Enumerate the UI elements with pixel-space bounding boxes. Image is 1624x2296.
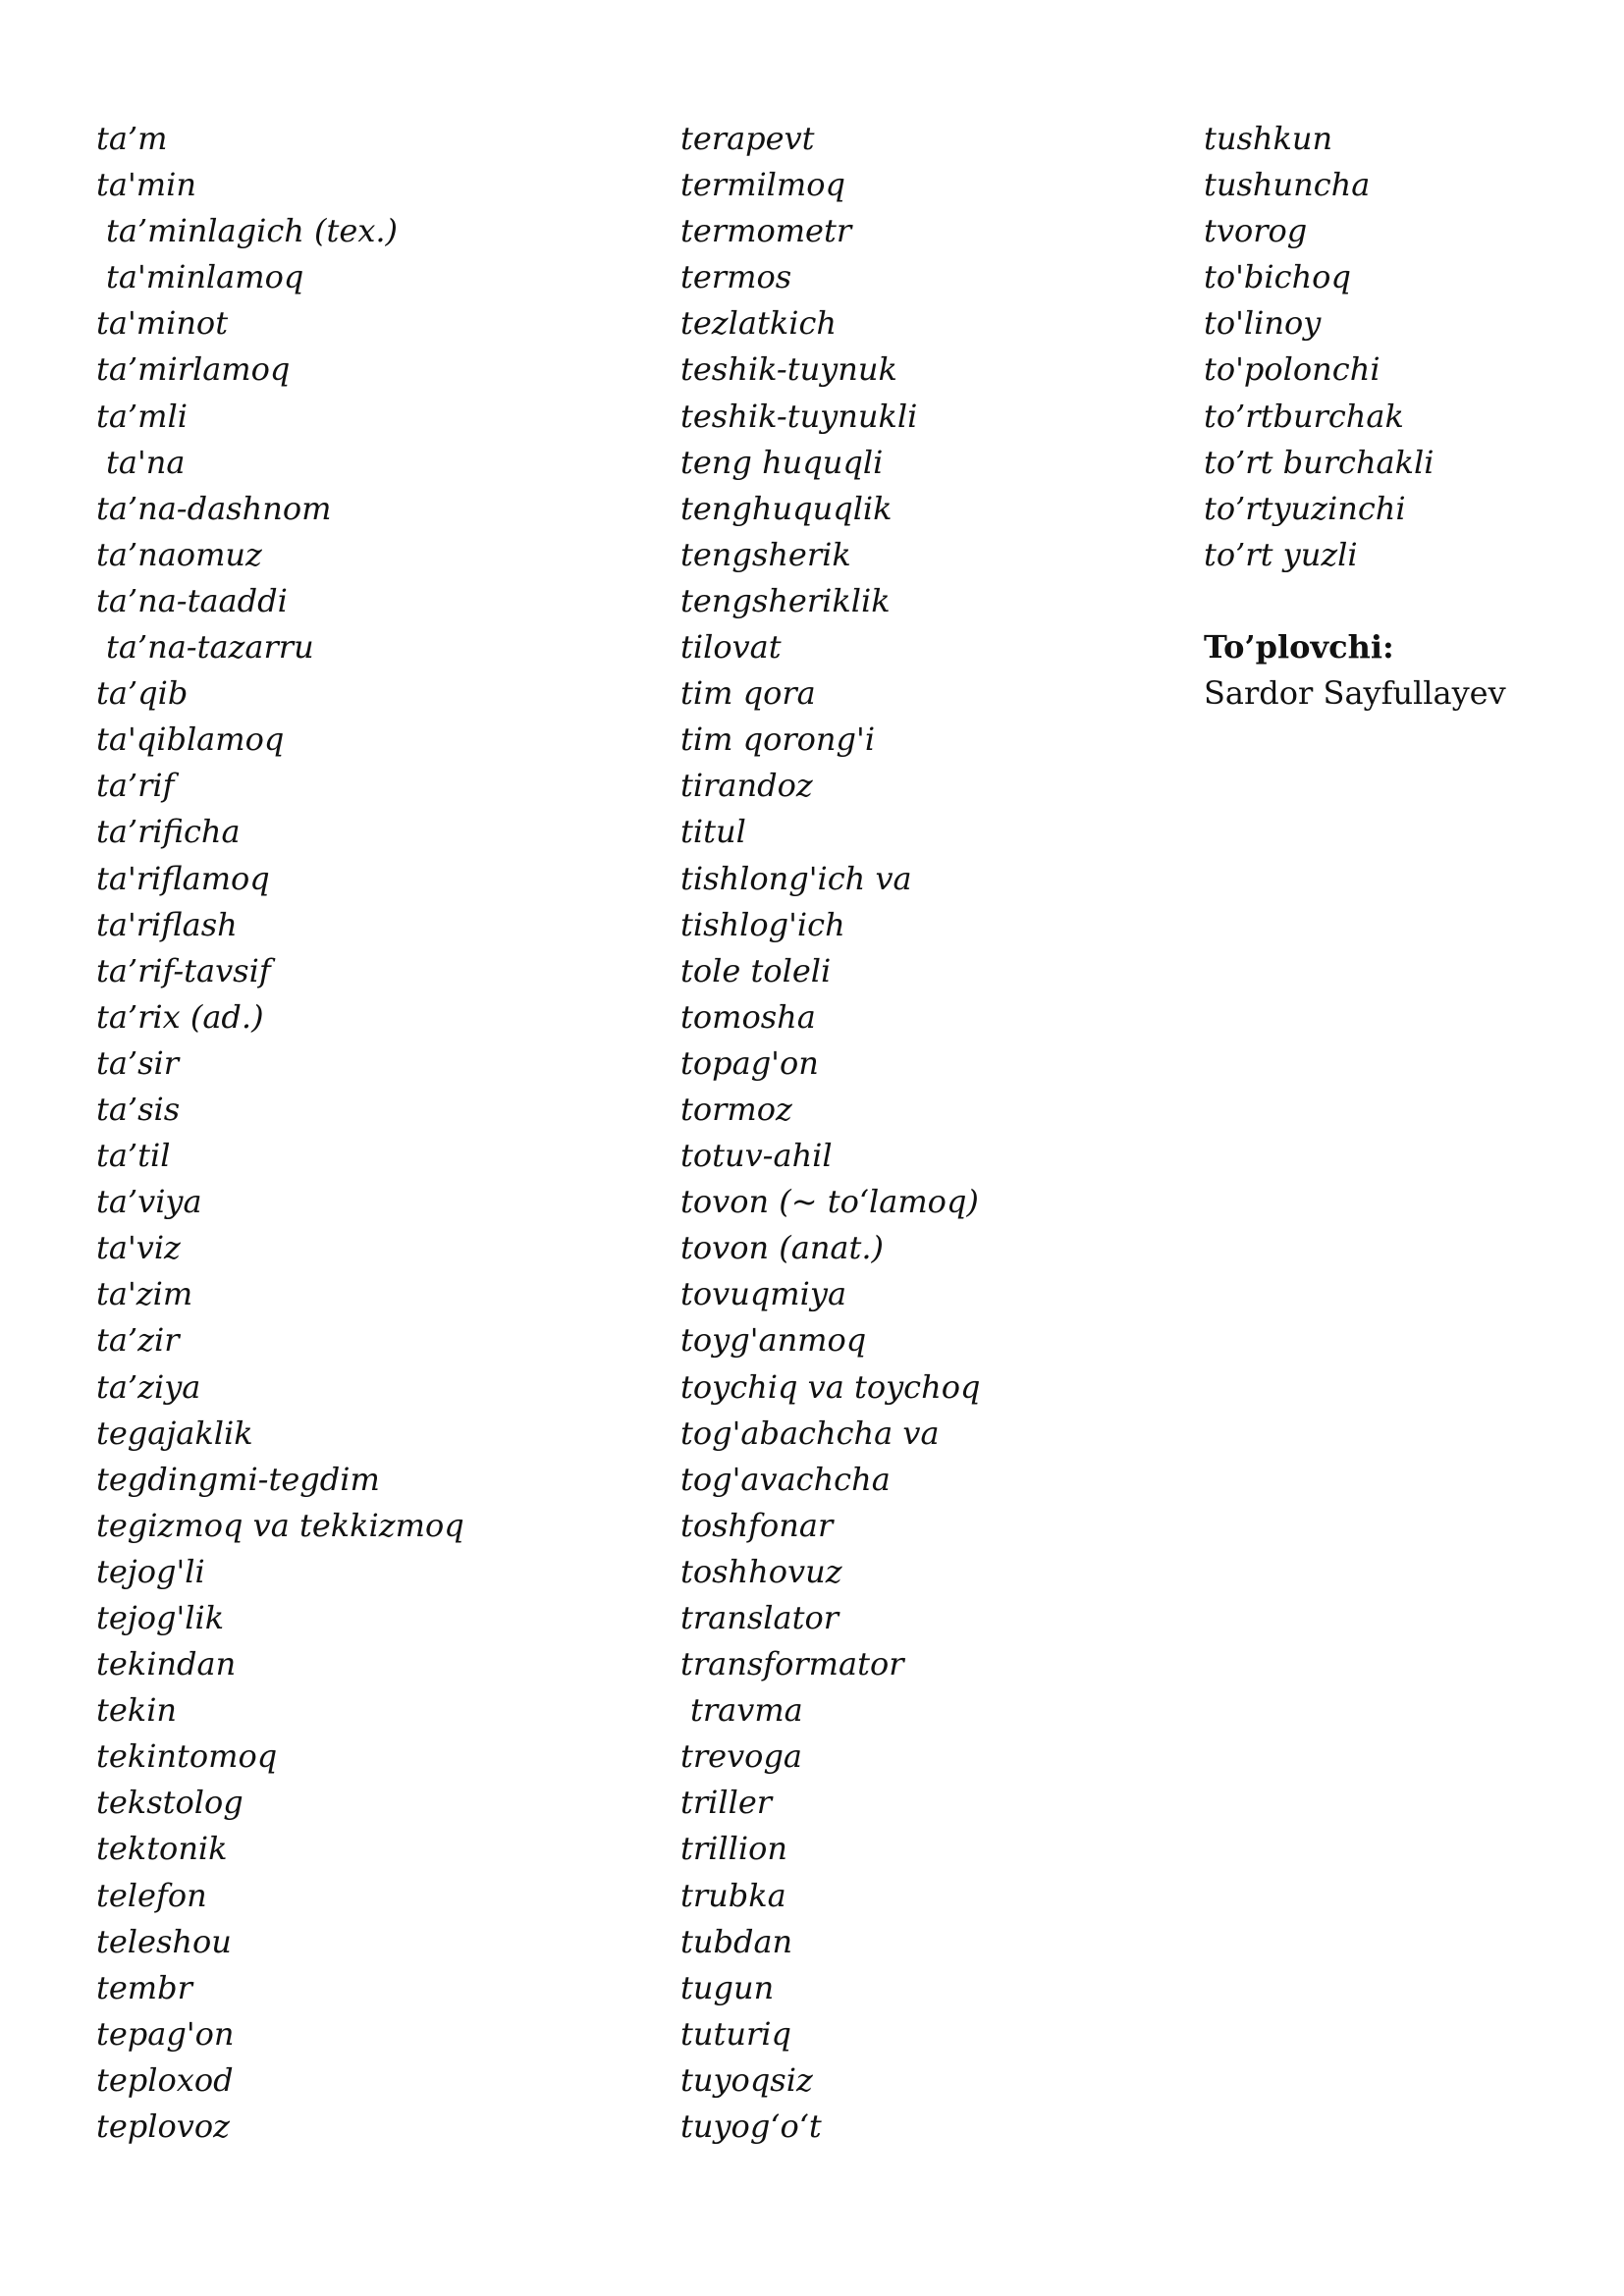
compiler-name: Sardor Sayfullayev bbox=[1204, 674, 1506, 712]
compiler-credit bbox=[1204, 624, 1597, 717]
word-entry: teshik-tuynukli bbox=[680, 397, 918, 435]
word-entry: translator bbox=[680, 1599, 839, 1636]
word-entry: ta’sir bbox=[96, 1043, 180, 1082]
word-entry: toshhovuz bbox=[680, 1552, 842, 1590]
word-entry: trubka bbox=[680, 1876, 786, 1914]
word-entry: tirandoz bbox=[680, 767, 813, 805]
word-entry: tegizmoq va tekkizmoq bbox=[96, 1506, 464, 1544]
word-entry: toshfonar bbox=[680, 1506, 834, 1544]
word-entry: teleshou bbox=[96, 1922, 232, 1960]
word-entry: teplovoz bbox=[96, 2108, 230, 2146]
compiler-label: To’plovchi: bbox=[1204, 628, 1394, 666]
word-entry: ta'qiblamoq bbox=[96, 721, 285, 759]
word-entry: ta’m bbox=[96, 120, 168, 157]
word-entry: tishlong'ich va bbox=[680, 859, 912, 897]
word-entry: to’rtburchak bbox=[1204, 397, 1404, 435]
word-entry: toyg'anmoq bbox=[680, 1321, 867, 1360]
word-entry: titul bbox=[680, 813, 746, 851]
word-entry: tim qora bbox=[680, 674, 816, 713]
word-entry: tovuqmiya bbox=[680, 1275, 847, 1313]
word-entry: tegajaklik bbox=[96, 1414, 253, 1452]
word-entry: ta’minlagich (tex.) bbox=[106, 212, 399, 250]
word-entry: to’rtyuzinchi bbox=[1204, 489, 1406, 527]
word-entry: tomosha bbox=[680, 997, 816, 1036]
word-entry: to'polonchi bbox=[1204, 350, 1380, 389]
word-entry: tubdan bbox=[680, 1922, 793, 1960]
word-entry: ta’sis bbox=[96, 1090, 181, 1128]
word-entry: tog'abachcha va bbox=[680, 1414, 940, 1452]
word-entry: tekin bbox=[96, 1691, 178, 1730]
word-entry: tishlog'ich bbox=[680, 905, 845, 943]
word-entry: toychiq va toychoq bbox=[680, 1367, 981, 1406]
word-entry: ta’til bbox=[96, 1137, 171, 1175]
word-entry: ta’na-tazarru bbox=[106, 628, 314, 667]
word-entry: ta’qib bbox=[96, 674, 189, 713]
word-entry: tekintomoq bbox=[96, 1737, 278, 1776]
word-entry: to’rt burchakli bbox=[1204, 443, 1435, 481]
word-entry: ta’ziya bbox=[96, 1367, 201, 1406]
word-entry: tejog'li bbox=[96, 1552, 205, 1590]
word-entry: to'linoy bbox=[1204, 304, 1322, 343]
word-entry: ta'riflash bbox=[96, 905, 238, 943]
word-entry: ta'minot bbox=[96, 304, 229, 343]
word-entry: tvorog bbox=[1204, 212, 1308, 250]
word-entry: ta’mirlamoq bbox=[96, 350, 291, 389]
word-entry: ta’rificha bbox=[96, 813, 241, 851]
word-entry: ta’rix (ad.) bbox=[96, 997, 264, 1036]
word-entry: tuturiq bbox=[680, 2014, 791, 2053]
word-entry: termos bbox=[680, 258, 792, 296]
word-entry: tovon (~ toʻlamoq) bbox=[680, 1183, 979, 1221]
word-entry: tim qorong'i bbox=[680, 721, 876, 759]
word-entry: ta’rif-tavsif bbox=[96, 951, 271, 989]
word-entry: totuv-ahil bbox=[680, 1137, 833, 1175]
word-entry: triller bbox=[680, 1784, 773, 1822]
word-entry: tektonik bbox=[96, 1830, 228, 1868]
word-entry: tushkun bbox=[1204, 120, 1333, 157]
word-entry: ta’mli bbox=[96, 397, 188, 435]
word-entry: tengsheriklik bbox=[680, 581, 891, 619]
word-entry: teploxod bbox=[96, 2060, 234, 2099]
word-entry: ta'na bbox=[106, 443, 186, 481]
word-entry: tugun bbox=[680, 1968, 775, 2006]
word-entry: tilovat bbox=[680, 628, 782, 667]
word-entry: ta’na-taaddi bbox=[96, 581, 288, 619]
word-entry: trillion bbox=[680, 1830, 787, 1868]
word-entry: tengsherik bbox=[680, 535, 851, 573]
word-entry: ta’naomuz bbox=[96, 535, 262, 573]
word-entry: trevoga bbox=[680, 1737, 802, 1776]
word-entry: tog'avachcha bbox=[680, 1460, 891, 1498]
word-entry: tekindan bbox=[96, 1645, 237, 1683]
word-entry: tushuncha bbox=[1204, 166, 1371, 204]
word-entry: tuyogʻoʻt bbox=[680, 2108, 822, 2146]
word-entry: tezlatkich bbox=[680, 304, 837, 343]
word-entry: transformator bbox=[680, 1645, 904, 1683]
word-entry: tekstolog bbox=[96, 1784, 244, 1822]
word-entry: to'bichoq bbox=[1204, 258, 1351, 296]
word-entry: tovon (anat.) bbox=[680, 1229, 885, 1267]
word-entry: tuyoqsiz bbox=[680, 2060, 813, 2099]
word-entry: tegdingmi-tegdim bbox=[96, 1460, 380, 1498]
word-entry: termometr bbox=[680, 212, 852, 250]
word-entry: topag'on bbox=[680, 1043, 819, 1082]
word-entry: ta'riflamoq bbox=[96, 859, 270, 897]
word-entry: ta'viz bbox=[96, 1229, 181, 1267]
word-entry: termilmoq bbox=[680, 166, 845, 204]
word-entry: teshik-tuynuk bbox=[680, 350, 897, 389]
word-entry: terapevt bbox=[680, 120, 815, 157]
word-entry: ta'min bbox=[96, 166, 196, 204]
word-entry: tejog'lik bbox=[96, 1599, 225, 1636]
word-entry: ta’viya bbox=[96, 1183, 202, 1221]
word-entry: travma bbox=[690, 1691, 803, 1730]
word-entry: teng huquqli bbox=[680, 443, 884, 481]
word-entry: ta’na-dashnom bbox=[96, 489, 332, 527]
word-column-3 bbox=[1204, 116, 1597, 578]
word-entry: telefon bbox=[96, 1876, 207, 1914]
word-entry: ta'minlamoq bbox=[106, 258, 304, 296]
word-column-1 bbox=[96, 116, 646, 2150]
word-entry: ta’rif bbox=[96, 767, 175, 805]
word-entry: to’rt yuzli bbox=[1204, 535, 1358, 573]
word-entry: ta’zir bbox=[96, 1321, 180, 1360]
word-entry: tole toleli bbox=[680, 951, 832, 989]
word-column-2 bbox=[680, 116, 1191, 2150]
word-entry: tenghuquqlik bbox=[680, 489, 893, 527]
word-entry: tembr bbox=[96, 1968, 192, 2006]
word-entry: ta'zim bbox=[96, 1275, 193, 1313]
word-entry: tormoz bbox=[680, 1090, 792, 1128]
word-entry: tepag'on bbox=[96, 2014, 235, 2053]
